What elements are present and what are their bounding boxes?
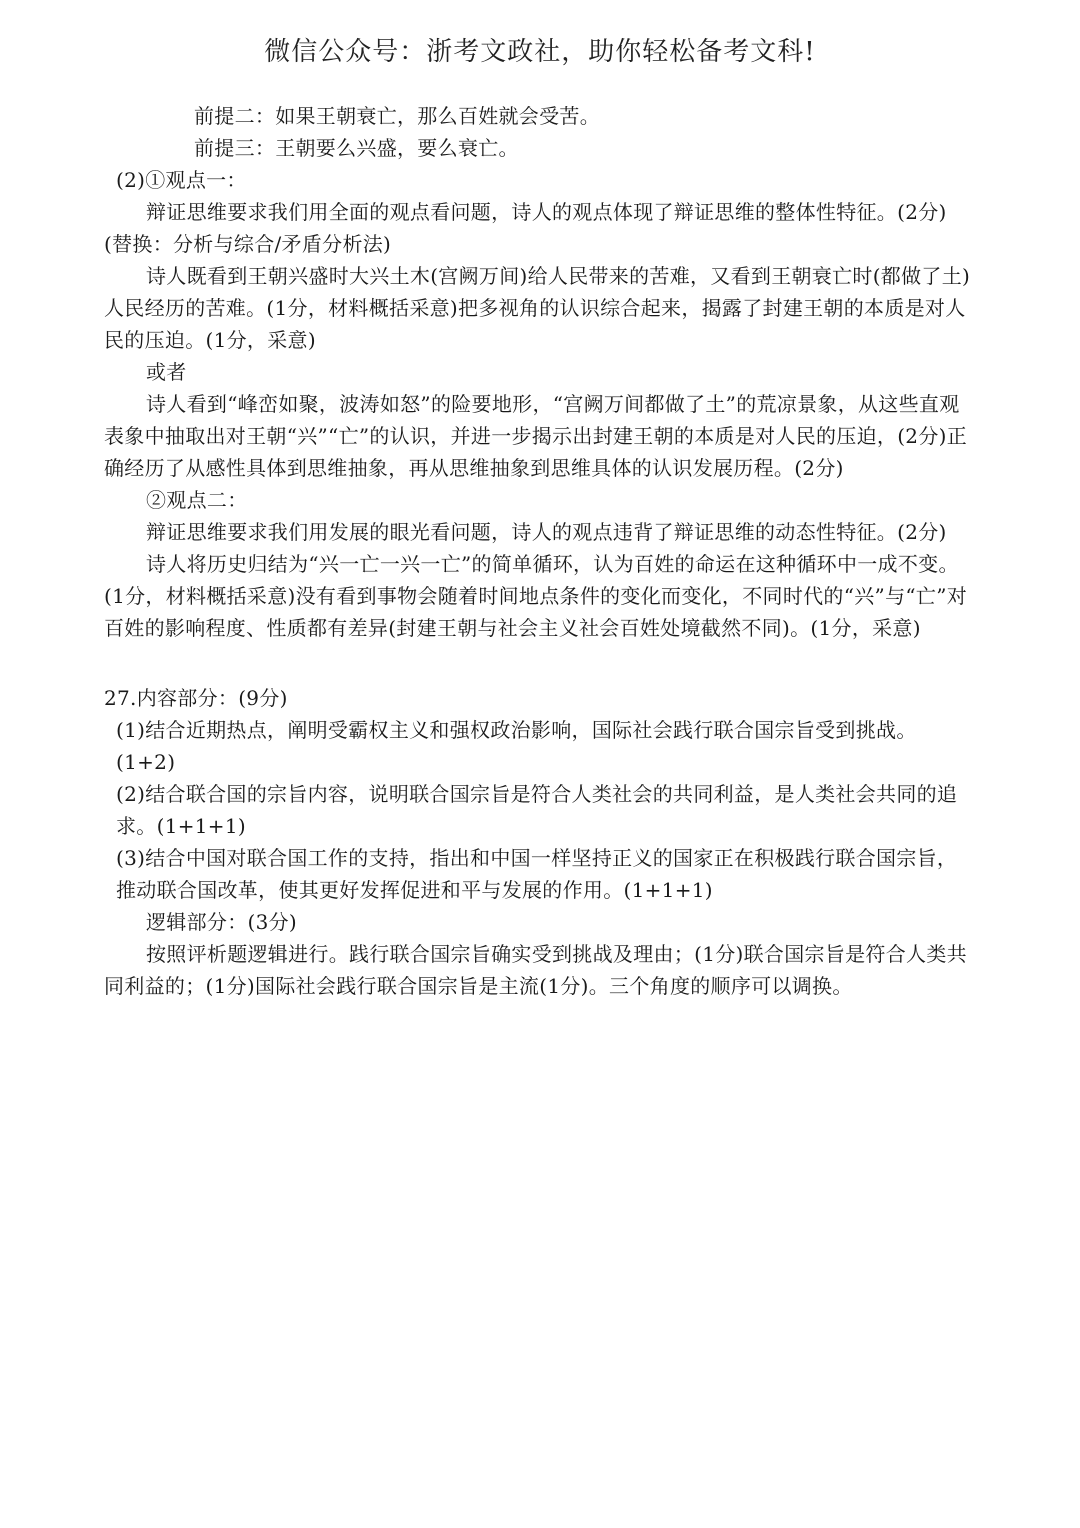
view-one-paragraph-1: 辩证思维要求我们用全面的观点看问题，诗人的观点体现了辩证思维的整体性特征。(2分)(替换：分析与综合/矛盾分析法) (104, 200, 947, 256)
or-label: 或者 (146, 360, 187, 384)
premise-two: 前提二：如果王朝衰亡，那么百姓就会受苦。 (194, 104, 600, 128)
page-header-banner: 微信公众号：浙考文政社，助你轻松备考文科! (264, 37, 816, 67)
question-27-heading: 27.内容部分：(9分) (104, 686, 288, 710)
answer-content (104, 100, 974, 1002)
logic-heading: 逻辑部分：(3分) (146, 910, 298, 934)
view-one-paragraph-3: 诗人看到“峰峦如聚，波涛如怒”的险要地形，“宫阙万间都做了土”的荒凉景象，从这些直观表象中抽取出对王朝“兴”“亡”的认识，并进一步揭示出封建王朝的本质是对人民的压迫，(2分)正确经历了从感性具体到思维抽象，再从思维抽象到思维具体的认识发展历程。(2分) (104, 392, 968, 480)
question-27-item-1: (1)结合近期热点，阐明受霸权主义和强权政治影响，国际社会践行联合国宗旨受到挑战。(1+2) (116, 718, 917, 774)
view-two-heading: ②观点二： (146, 488, 248, 512)
view-two-paragraph-1: 辩证思维要求我们用发展的眼光看问题，诗人的观点违背了辩证思维的动态性特征。(2分) (146, 520, 947, 544)
question-27-item-3: (3)结合中国对联合国工作的支持，指出和中国一样坚持正义的国家正在积极践行联合国宗旨，推动联合国改革，使其更好发挥促进和平与发展的作用。(1+1+1) (116, 846, 958, 902)
view-one-paragraph-2: 诗人既看到王朝兴盛时大兴土木(宫阙万间)给人民带来的苦难，又看到王朝衰亡时(都做了土)人民经历的苦难。(1分，材料概括采意)把多视角的认识综合起来，揭露了封建王朝的本质是对人民的压迫。(1分，采意) (104, 264, 971, 352)
view-two-paragraph-2: 诗人将历史归结为“兴一亡一兴一亡”的简单循环，认为百姓的命运在这种循环中一成不变。(1分，材料概括采意)没有看到事物会随着时间地点条件的变化而变化，不同时代的“兴”与“亡”对百姓的影响程度、性质都有差异(封建王朝与社会主义社会百姓处境截然不同)。(1分，采意) (104, 552, 968, 640)
question-27-item-2: (2)结合联合国的宗旨内容，说明联合国宗旨是符合人类社会的共同利益，是人类社会共同的追求。(1+1+1) (116, 782, 958, 838)
logic-paragraph: 按照评析题逻辑进行。践行联合国宗旨确实受到挑战及理由；(1分)联合国宗旨是符合人类共同利益的；(1分)国际社会践行联合国宗旨是主流(1分)。三个角度的顺序可以调换。 (104, 942, 967, 998)
premise-three: 前提三：王朝要么兴盛，要么衰亡。 (194, 136, 519, 160)
view-one-heading: (2)①观点一： (116, 168, 247, 192)
section-gap (104, 644, 974, 682)
